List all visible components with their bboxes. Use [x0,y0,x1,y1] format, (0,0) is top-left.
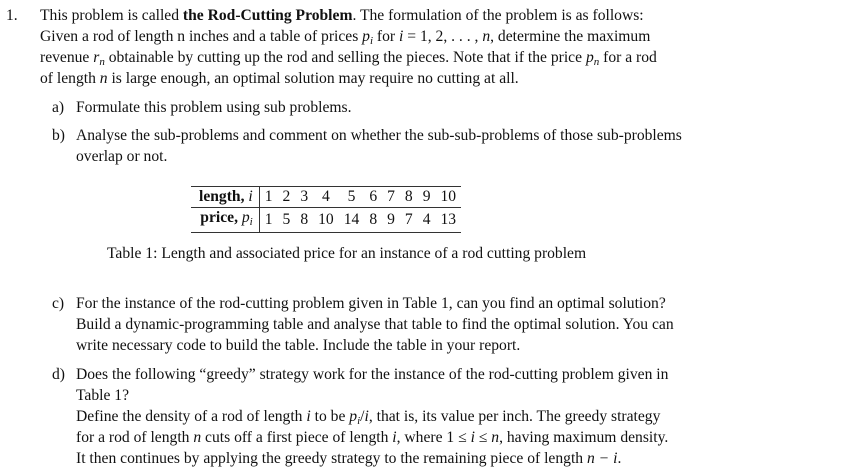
intro-line-4: of length n is large enough, an optimal solution may require no cutting at all. [40,70,519,87]
greedy-def-line-2: for a rod of length n cuts off a first piece of length i, where 1 ≤ i ≤ n, having maximum density. [76,429,669,446]
price-cell: 7 [400,208,418,233]
part-b-label: b) [52,127,65,144]
part-d-label: d) [52,366,65,383]
intro-line-2: Given a rod of length n inches and a table of prices $p_i$ for i = 1, 2, . . . , n, determine the maximum [40,28,651,47]
price-header: price, $p_i$ [191,208,259,233]
length-cell: 3 [295,187,313,208]
rod-price-table [191,186,461,233]
length-cell: 5 [339,187,365,208]
length-cell: 8 [400,187,418,208]
greedy-def-line-1: Define the density of a rod of length i to be $p_i/i$, that is, its value per inch. The greedy strategy [76,408,661,427]
price-cell: 10 [313,208,339,233]
part-b-text: Analyse the sub-problems and comment on whether the sub-sub-problems of those sub-problems overlap or not. [76,127,682,165]
price-cell: 9 [382,208,400,233]
intro-line-3: revenue $r_n$ obtainable by cutting up the rod and selling the pieces. Note that if the price $p_n$ for a rod [40,49,657,68]
part-a-label: a) [52,99,65,116]
length-cell: 10 [436,187,462,208]
part-c-text: For the instance of the rod-cutting problem given in Table 1, can you find an optimal solution? Build a dynamic-programming table and analyse that table to find the optimal solution. You can write necessary code to build the table. Include the table in your report. [76,295,674,354]
length-cell: 2 [278,187,296,208]
question-intro [40,5,800,89]
price-cell: 1 [259,208,277,233]
price-cell: 8 [364,208,382,233]
intro-line-1: This problem is called the Rod-Cutting Problem. The formulation of the problem is as follows: [40,7,644,24]
problem-name: the Rod-Cutting Problem [182,7,353,24]
table-row-price [191,208,461,233]
price-cell: 5 [278,208,296,233]
length-header: length, i [191,187,259,208]
part-d-text: Does the following “greedy” strategy work for the instance of the rod-cutting problem given in Table 1? Define the density of a rod of length i to be $p_i/i$, that is, its value per inch. The greedy strategy for a rod of length n cuts off a first piece of length i, where 1 ≤ i ≤ n, having maximum density. It then continues by applying the greedy strategy to the remaining piece of length n − i. [76,366,669,467]
question-number: 1. [6,7,18,24]
length-cell: 1 [259,187,277,208]
table-caption: Table 1: Length and associated price for an instance of a rod cutting problem [107,245,587,262]
part-a-text: Formulate this problem using sub problems. [76,99,352,116]
length-cell: 9 [418,187,436,208]
greedy-def-line-3: It then continues by applying the greedy strategy to the remaining piece of length n − i. [76,450,622,467]
price-cell: 8 [295,208,313,233]
price-cell: 13 [436,208,462,233]
price-cell: 14 [339,208,365,233]
table-row-length [191,187,461,208]
part-c-label: c) [52,295,65,312]
length-cell: 7 [382,187,400,208]
price-cell: 4 [418,208,436,233]
length-cell: 6 [364,187,382,208]
length-cell: 4 [313,187,339,208]
